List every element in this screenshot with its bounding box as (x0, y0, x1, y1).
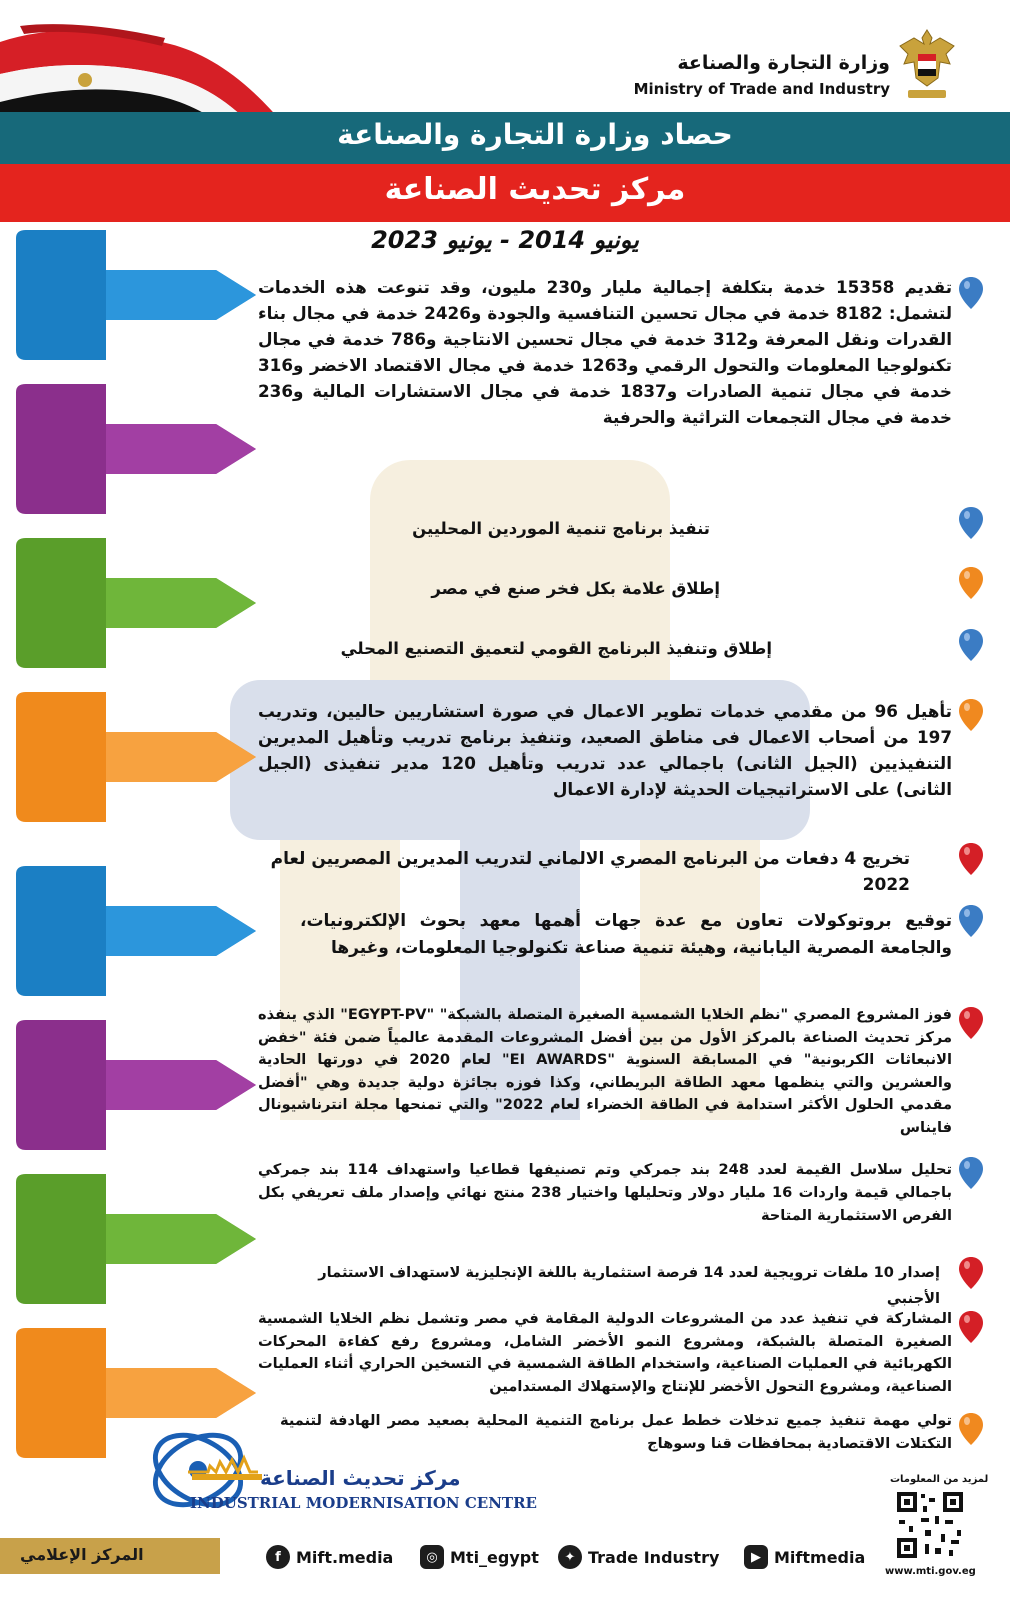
ribbon-purple (16, 384, 256, 514)
location-pin-icon (958, 628, 984, 662)
eagle-emblem-icon (896, 24, 958, 108)
location-pin-icon (958, 698, 984, 732)
social-twitter[interactable] (558, 1544, 719, 1570)
youtube-icon: ▶ (744, 1545, 768, 1569)
location-pin-icon (958, 566, 984, 600)
list-item: تخريج 4 دفعات من البرنامج المصري الالماني لتدريب المديرين المصريين لعام 2022 (270, 849, 910, 895)
social-label: Mti_egypt (450, 1547, 539, 1567)
social-facebook[interactable] (266, 1544, 393, 1570)
location-pin-icon (958, 276, 984, 310)
period-label: يونيو 2014 - يونيو 2023 (371, 226, 639, 254)
social-label: Mift.media (296, 1547, 394, 1567)
list-item: تأهيل 96 من مقدمي خدمات تطوير الاعمال في صورة استشاريين حاليين، وتدريب 197 من أصحاب الاعمال فى مناطق الصعيد، وتنفيذ برنامج تدريب وتأهيل المديرين التنفيذيين (الجيل الثانى) باجمالي عدد تدريب وتأهيل 120 مدير تنفيذى (الجيل الثانى) على الاستراتيجيات الحديثة لإدارة الاعمال (258, 701, 952, 799)
location-pin-icon (958, 1412, 984, 1446)
ministry-name-ar: وزارة التجارة والصناعة (677, 52, 890, 74)
list-item: تنفيذ برنامج تنمية الموردين المحليين (412, 519, 710, 538)
location-pin-icon (958, 842, 984, 876)
list-item: إطلاق وتنفيذ البرنامج القومي لتعميق التصنيع المحلي (340, 639, 772, 658)
ribbon-orange (16, 692, 256, 822)
list-item: إطلاق علامة بكل فخر صنع في مصر (431, 579, 720, 598)
social-label: Miftmedia (774, 1547, 866, 1567)
list-item: تحليل سلاسل القيمة لعدد 248 بند جمركي وتم تصنيفها قطاعيا واستهداف 114 بند جمركي باجمالي قيمة واردات 16 مليار دولار وتحليلها واختيار 238 منتج نهائي وإصدار ملف تعريفي بكل الفرص الاستثمارية المتاحة (258, 1161, 952, 1224)
location-pin-icon (958, 1156, 984, 1190)
list-item: توقيع بروتوكولات تعاون مع عدة جهات أهمها معهد بحوث الإلكترونيات، والجامعة المصرية اليابانية، وهيئة تنمية صناعة تكنولوجيا المعلومات، وغيرها (300, 911, 952, 958)
location-pin-icon (958, 506, 984, 540)
imc-name-ar: مركز تحديث الصناعة (260, 1466, 461, 1490)
list-item: إصدار 10 ملفات ترويجية لعدد 14 فرصة استثمارية باللغة الإنجليزية لاستهداف الاستثمار الأجنبي (318, 1264, 940, 1307)
social-youtube[interactable] (744, 1544, 865, 1570)
media-centre-label: المركز الإعلامي (20, 1545, 144, 1564)
page-title: حصاد وزارة التجارة والصناعة (337, 118, 733, 151)
ribbon-purple (16, 1020, 256, 1150)
twitter-icon: ✦ (558, 1545, 582, 1569)
website-link[interactable]: www.mti.gov.eg (885, 1566, 976, 1577)
list-item: فوز المشروع المصري "نظم الخلايا الشمسية الصغيرة المتصلة بالشبكة" "EGYPT-PV" الذي ينفذه مركز تحديث الصناعة بالمركز الأول من بين أفضل المشروعات المقدمة عالمياً ضمن فئة "خفض الانبعاثات الكربونية" في المسابقة السنوية "EI AWARDS" لعام 2020 في دورتها الحادية والعشرين والتي ينظمها معهد الطاقة البريطاني، وكذا فوزه بجائزة دولية جديدة وهي "أفضل مقدمي الحلول الأكثر استدامة في الطاقة الخضراء لعام 2022" والتي تمنحها مجلة انترناشيونال فايناس (258, 1006, 952, 1136)
location-pin-icon (958, 904, 984, 938)
qr-label: لمزيد من المعلومات (890, 1474, 989, 1485)
instagram-icon: ◎ (420, 1545, 444, 1569)
page-subtitle: مركز تحديث الصناعة (384, 172, 686, 207)
imc-name-en: INDUSTRIAL MODERNISATION CENTRE (190, 1494, 537, 1512)
location-pin-icon (958, 1256, 984, 1290)
ribbon-green (16, 538, 256, 668)
list-item: تولي مهمة تنفيذ جميع تدخلات خطط عمل برنامج التنمية المحلية بصعيد مصر الهادفة لتنمية التكتلات الاقتصادية بمحافظات قنا وسوهاج (280, 1412, 952, 1452)
list-item: تقديم 15358 خدمة بتكلفة إجمالية مليار و230 مليون، وقد تنوعت هذه الخدمات لتشمل: 8182 خدمة في مجال تحسين التنافسية والجودة و2426 خدمة في مجال بناء القدرات ونقل المعرفة و312 خدمة في مجال تحسين الانتاجية و786 خدمة في مجال تكنولوجيا المعلومات والتحول الرقمي و1263 خدمة في مجال الاقتصاد الاخضر و316 خدمة في مجال تنمية الصادرات و1837 خدمة في مجال الاستشارات المالية و236 خدمة في مجال التجمعات التراثية والحرفية (258, 277, 953, 427)
ministry-name-en: Ministry of Trade and Industry (633, 80, 890, 98)
page-header (0, 0, 1010, 120)
social-label: Trade Industry (588, 1547, 720, 1567)
ribbon-green (16, 1174, 256, 1304)
location-pin-icon (958, 1310, 984, 1344)
qr-code-icon[interactable] (895, 1490, 965, 1560)
facebook-icon: f (266, 1545, 290, 1569)
ribbon-blue (16, 230, 256, 360)
ribbon-blue (16, 866, 256, 996)
list-item: المشاركة في تنفيذ عدد من المشروعات الدولية المقامة في مصر وتشمل نظم الخلايا الشمسية الصغيرة المتصلة بالشبكة، ومشروع النمو الأخضر الشامل، ومشروع رفع كفاءة المحركات الكهربائية في العمليات الصناعية، واستخدام الطاقة الشمسية في التسخين الحراري أثناء العمليات الصناعية، ومشروع التحول الأخضر للإنتاج والإستهلاك المستدامين (258, 1310, 952, 1395)
social-instagram[interactable] (420, 1544, 539, 1570)
location-pin-icon (958, 1006, 984, 1040)
